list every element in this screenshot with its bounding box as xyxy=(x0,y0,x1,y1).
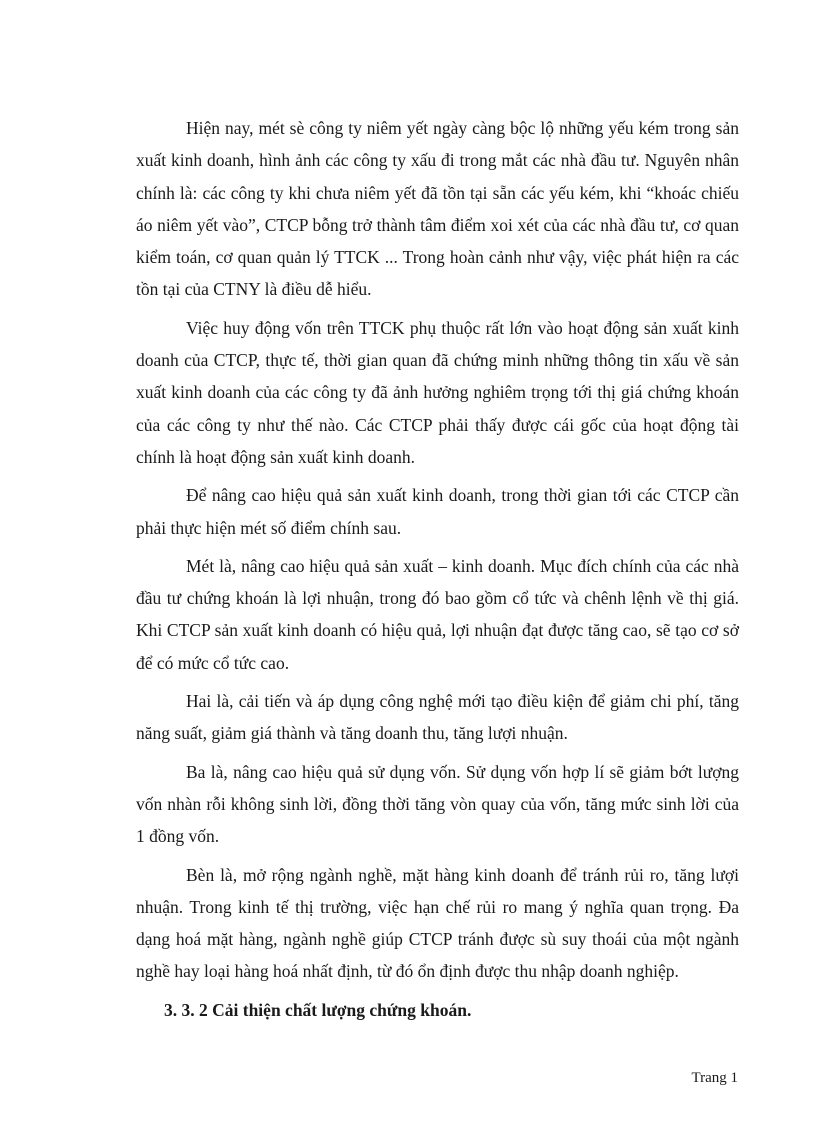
paragraph-1: Hiện nay, mét sè công ty niêm yết ngày càng bộc lộ những yếu kém trong sản xuất kinh doanh, hình ảnh các công ty xấu đi trong mắt các nhà đầu tư. Nguyên nhân chính là: các công ty khi chưa niêm yết đã tồn tại sẵn các yếu kém, khi “khoác chiếu áo niêm yết vào”, CTCP bỗng trở thành tâm điểm xoi xét của các nhà đầu tư, cơ quan kiểm toán, cơ quan quản lý TTCK ... Trong hoàn cảnh như vậy, việc phát hiện ra các tồn tại của CTNY là điều dễ hiểu. xyxy=(136,118,739,300)
section-heading: 3. 3. 2 Cải thiện chất lượng chứng khoán. xyxy=(164,999,472,1020)
paragraph-2: Việc huy động vốn trên TTCK phụ thuộc rất lớn vào hoạt động sản xuất kinh doanh của CTCP, thực tế, thời gian quan đã chứng minh những thông tin xấu về sản xuất kinh doanh của các công ty đã ảnh hưởng nghiêm trọng tới thị giá chứng khoán của các công ty như thế nào. Các CTCP phải thấy được cái gốc của hoạt động tài chính là hoạt động sản xuất kinh doanh. xyxy=(136,317,739,467)
paragraph-6: Ba là, nâng cao hiệu quả sử dụng vốn. Sử dụng vốn hợp lí sẽ giảm bớt lượng vốn nhàn rỗi không sinh lời, đồng thời tăng vòn quay của vốn, tăng mức sinh lời của 1 đồng vốn. xyxy=(136,761,739,847)
page-number-footer: Trang 1 xyxy=(691,1070,738,1086)
paragraph-5: Hai là, cải tiến và áp dụng công nghệ mới tạo điều kiện để giảm chi phí, tăng năng suất, giảm giá thành và tăng doanh thu, tăng lượi nhuận. xyxy=(136,691,739,744)
paragraph-7: Bèn là, mở rộng ngành nghề, mặt hàng kinh doanh để tránh rủi ro, tăng lượi nhuận. Trong kinh tế thị trường, việc hạn chế rủi ro mang ý nghĩa quan trọng. Đa dạng hoá mặt hàng, ngành nghề giúp CTCP tránh được sù suy thoái của một ngành nghề hay loại hàng hoá nhất định, từ đó ổn định được thu nhập doanh nghiệp. xyxy=(136,864,739,982)
paragraph-4: Mét là, nâng cao hiệu quả sản xuất – kinh doanh. Mục đích chính của các nhà đầu tư chứng khoán là lợi nhuận, trong đó bao gồm cổ tức và chênh lệnh về thị giá. Khi CTCP sản xuất kinh doanh có hiệu quả, lợi nhuận đạt được tăng cao, sẽ tạo cơ sở để có mức cổ tức cao. xyxy=(136,555,739,673)
paragraph-3: Để nâng cao hiệu quả sản xuất kinh doanh, trong thời gian tới các CTCP cần phải thực hiện mét số điểm chính sau. xyxy=(136,485,739,538)
document-body xyxy=(136,112,739,1026)
